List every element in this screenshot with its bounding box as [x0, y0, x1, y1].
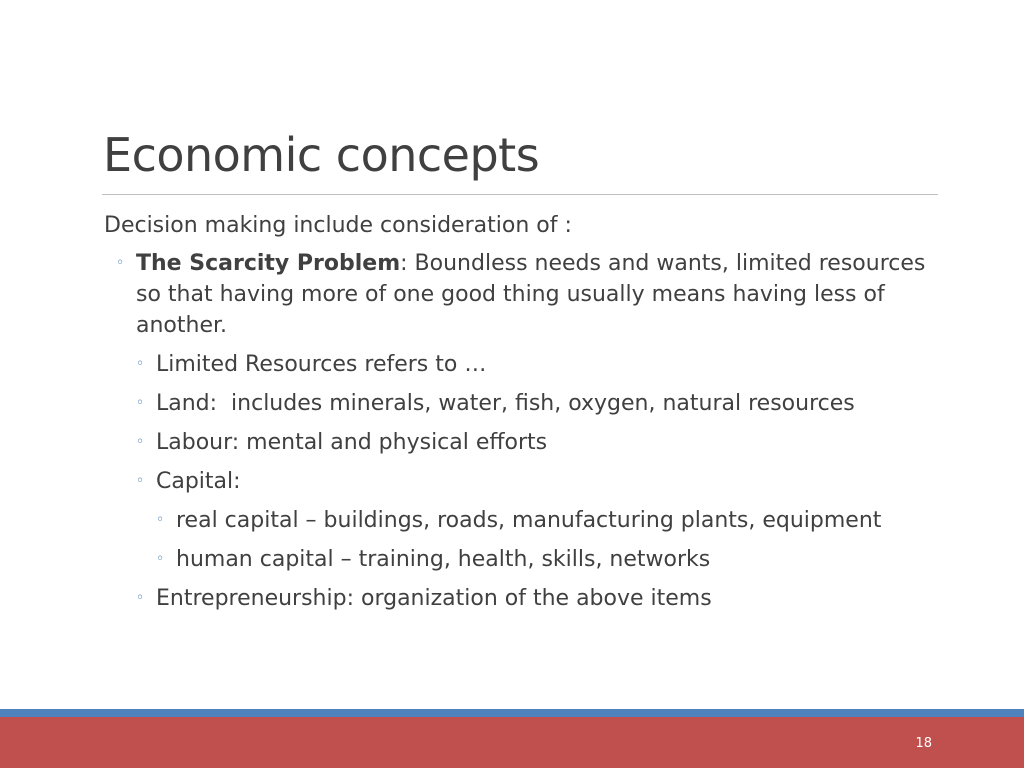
bullet-human-capital — [104, 544, 934, 575]
title-divider — [102, 194, 938, 195]
bullet-circle-icon: ◦ — [136, 590, 145, 606]
list-item-text: Limited Resources refers to … — [156, 352, 487, 377]
footer-blue-stripe — [0, 709, 1024, 717]
bullet-circle-icon: ◦ — [156, 512, 165, 528]
slide-body — [104, 210, 934, 614]
bullet-limited-resources — [104, 349, 934, 380]
slide-title: Economic concepts — [103, 128, 540, 182]
intro-text: Decision making include consideration of : — [104, 213, 572, 238]
page-number: 18 — [915, 736, 932, 751]
list-item-text: Land: includes minerals, water, fish, oxygen, natural resources — [156, 391, 855, 416]
bullet-entrepreneurship — [104, 583, 934, 614]
bullet-circle-icon: ◦ — [136, 356, 145, 372]
bullet-circle-icon: ◦ — [116, 255, 125, 271]
scarcity-label: The Scarcity Problem — [136, 251, 401, 276]
bullet-real-capital — [104, 505, 934, 536]
bullet-circle-icon: ◦ — [156, 551, 165, 567]
list-item-text: human capital – training, health, skills, networks — [176, 547, 711, 572]
bullet-circle-icon: ◦ — [136, 434, 145, 450]
bullet-scarcity-problem — [104, 248, 934, 341]
scarcity-text: : Boundless needs and wants, limited resources so that having more of one good thing usually means having less of another. — [136, 251, 926, 338]
footer-red-band — [0, 717, 1024, 768]
bullet-circle-icon: ◦ — [136, 473, 145, 489]
list-item-text: real capital – buildings, roads, manufacturing plants, equipment — [176, 508, 882, 533]
bullet-capital — [104, 466, 934, 497]
bullet-land — [104, 388, 934, 419]
list-item-text: Labour: mental and physical efforts — [156, 430, 548, 455]
bullet-labour — [104, 427, 934, 458]
list-item-text: Capital: — [156, 469, 241, 494]
list-item-text: Entrepreneurship: organization of the above items — [156, 586, 712, 611]
bullet-circle-icon: ◦ — [136, 395, 145, 411]
